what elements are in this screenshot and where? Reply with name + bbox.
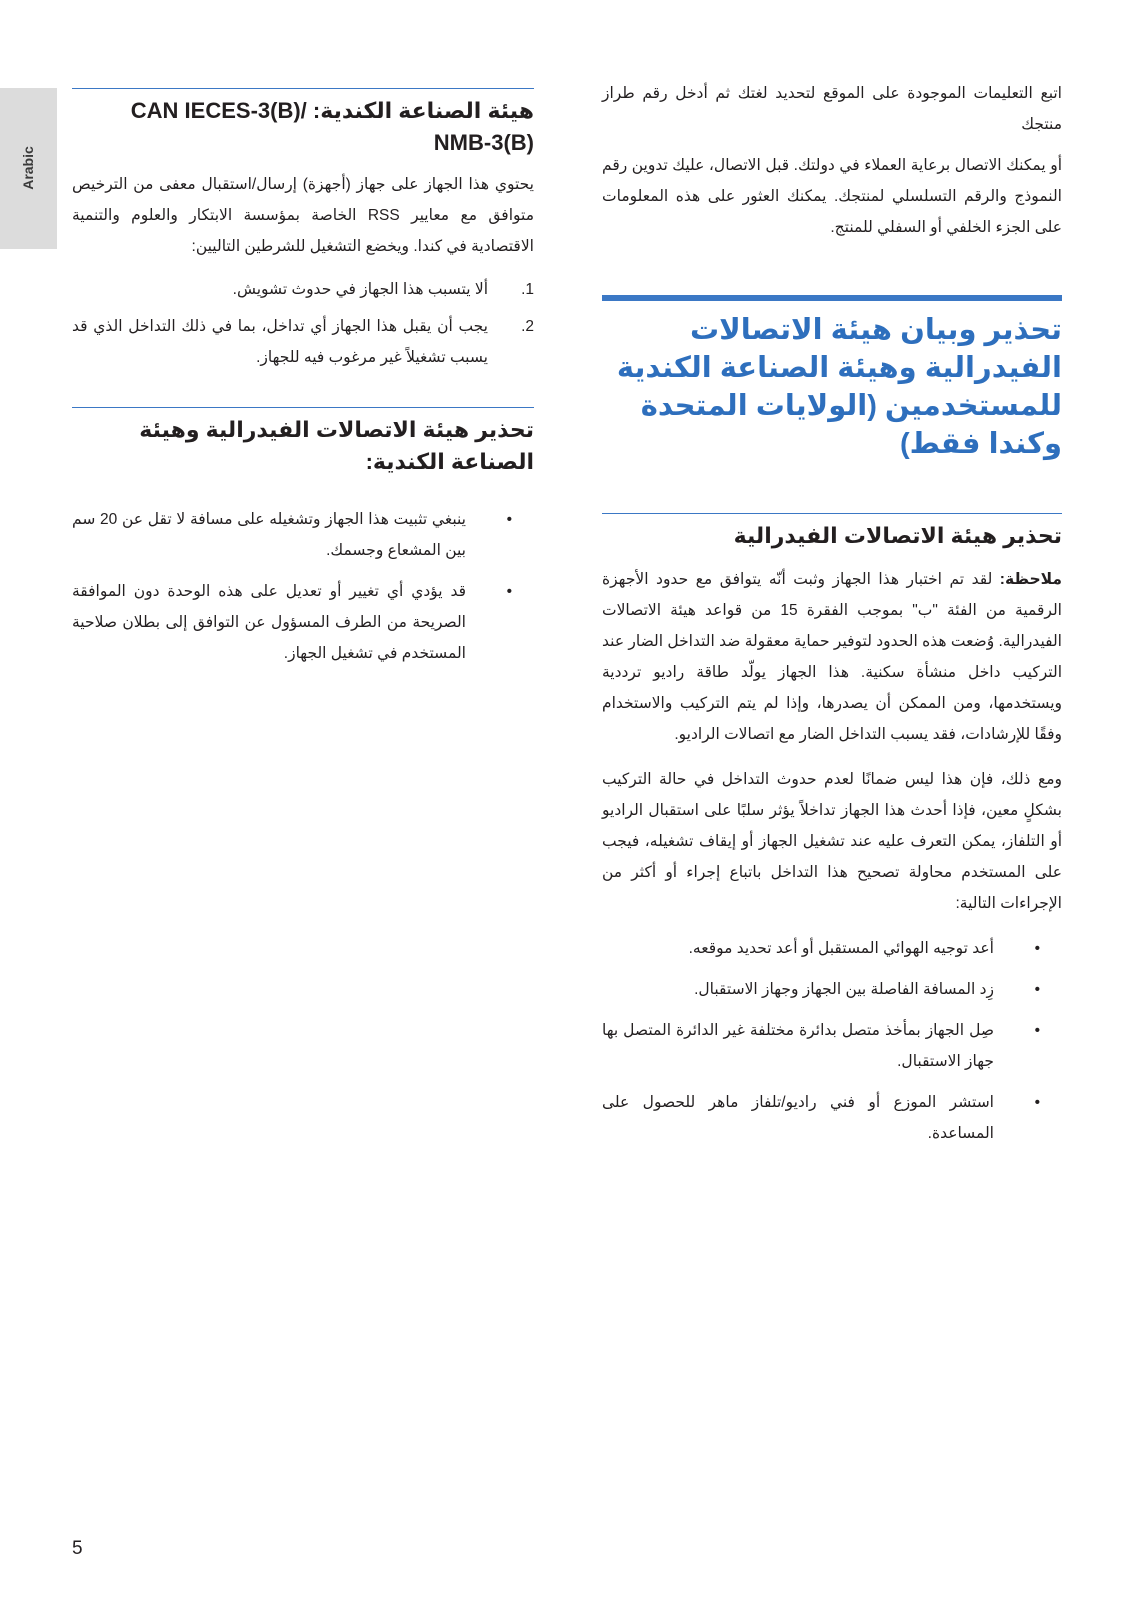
ic-paragraph: يحتوي هذا الجهاز على جهاز (أجهزة) إرسال/استقبال معفى من الترخيص متوافق مع معايير RSS الخاصة بمؤسسة الابتكار والعلوم والتنمية الاقتصادية في كندا. ويخضع التشغيل للشرطين التاليين:	[72, 176, 534, 255]
bullet-icon: •	[1034, 981, 1040, 998]
section-divider	[602, 295, 1062, 301]
list-item: • ينبغي تثبيت هذا الجهاز وتشغيله على مسافة لا تقل عن 20 سم بين المشعاع وجسمك.	[72, 504, 534, 566]
list-item: 1. ألا يتسبب هذا الجهاز في حدوث تشويش.	[72, 274, 534, 305]
warning-heading: تحذير هيئة الاتصالات الفيدرالية وهيئة الصناعة الكندية:	[139, 417, 534, 474]
fcc-note-paragraph	[602, 564, 1062, 750]
item-number: 1.	[521, 281, 534, 298]
fcc-heading: تحذير هيئة الاتصالات الفيدرالية	[733, 523, 1062, 548]
bullet-icon: •	[506, 583, 512, 600]
list-item: • قد يؤدي أي تغيير أو تعديل على هذه الوحدة دون الموافقة الصريحة من الطرف المسؤول عن التوافق إلى بطلان صلاحية المستخدم في تشغيل الجهاز.	[72, 576, 534, 669]
item-number: 2.	[521, 318, 534, 335]
list-item: • استشر الموزع أو فني راديو/تلفاز ماهر للحصول على المساعدة.	[602, 1087, 1062, 1149]
list-item: • أعد توجيه الهوائي المستقبل أو أعد تحديد موقعه.	[602, 933, 1062, 964]
however-paragraph: ومع ذلك، فإن هذا ليس ضمانًا لعدم حدوث التداخل في حالة التركيب بشكلٍ معين، فإذا أحدث هذا الجهاز تداخلاً يؤثر سلبًا على استقبال الراديو أو التلفاز، يمكن التعرف عليه عند تشغيل الجهاز أو إيقاف تشغيله، فيجب على المستخدم محاولة تصحيح هذا التداخل باتباع إجراء أو أكثر من الإجراءات التالية:	[602, 771, 1062, 912]
bullet-icon: •	[1034, 940, 1040, 957]
note-label: ملاحظة:	[999, 571, 1062, 588]
bullet-icon: •	[1034, 1094, 1040, 1111]
intro-paragraph-2: أو يمكنك الاتصال برعاية العملاء في دولتك. قبل الاتصال، عليك تدوين رقم النموذج والرقم التسلسلي لمنتجك. يمكنك العثور على هذه المعلومات على الجزء الخلفي أو السفلي للمنتج.	[602, 157, 1062, 236]
ic-heading-arabic: هيئة الصناعة الكندية:	[306, 98, 534, 123]
remedy-list	[602, 933, 1062, 1149]
warning-list	[72, 504, 534, 669]
ic-heading	[72, 95, 534, 159]
bullet-icon: •	[1034, 1022, 1040, 1039]
note-text: لقد تم اختبار هذا الجهاز وثبت أنّه يتوافق مع حدود الأجهزة الرقمية من الفئة "ب" بموجب الفقرة 15 من قواعد هيئة الاتصالات الفيدرالية. وُضعت هذه الحدود لتوفير حماية معقولة ضد التداخل الضار عند التركيب داخل منشأة سكنية. هذا الجهاز يولّد طاقة راديو ترددية ويستخدمها، ومن الممكن أن يصدرها، وإذا لم يتم التركيب والاستخدام وفقًا للإرشادات، فقد يسبب التداخل الضار مع اتصالات الراديو.	[602, 571, 1062, 743]
ic-heading-rule	[72, 88, 534, 89]
list-item: • صِل الجهاز بمأخذ متصل بدائرة مختلفة غير الدائرة المتصل بها جهاز الاستقبال.	[602, 1015, 1062, 1077]
intro-paragraph-1: اتبع التعليمات الموجودة على الموقع لتحديد لغتك ثم أدخل رقم طراز منتجك	[602, 85, 1062, 133]
language-tab	[0, 88, 57, 249]
left-column	[72, 88, 534, 679]
bullet-icon: •	[506, 511, 512, 528]
language-tab-label: Arabic	[20, 146, 36, 190]
main-heading: تحذير وبيان هيئة الاتصالات الفيدرالية وهيئة الصناعة الكندية للمستخدمين (الولايات المتحدة وكندا فقط)	[616, 314, 1062, 460]
ic-heading-code: CAN IECES-3(B)/ NMB-3(B)	[130, 98, 534, 155]
fcc-heading-rule	[602, 513, 1062, 514]
warning-heading-rule	[72, 407, 534, 408]
page-number: 5	[72, 1538, 83, 1559]
list-item: 2. يجب أن يقبل هذا الجهاز أي تداخل، بما في ذلك التداخل الذي قد يسبب تشغيلاً غير مرغوب فيه للجهاز.	[72, 311, 534, 373]
conditions-list	[72, 274, 534, 373]
right-column	[602, 78, 1062, 1159]
list-item: • زِد المسافة الفاصلة بين الجهاز وجهاز الاستقبال.	[602, 974, 1062, 1005]
